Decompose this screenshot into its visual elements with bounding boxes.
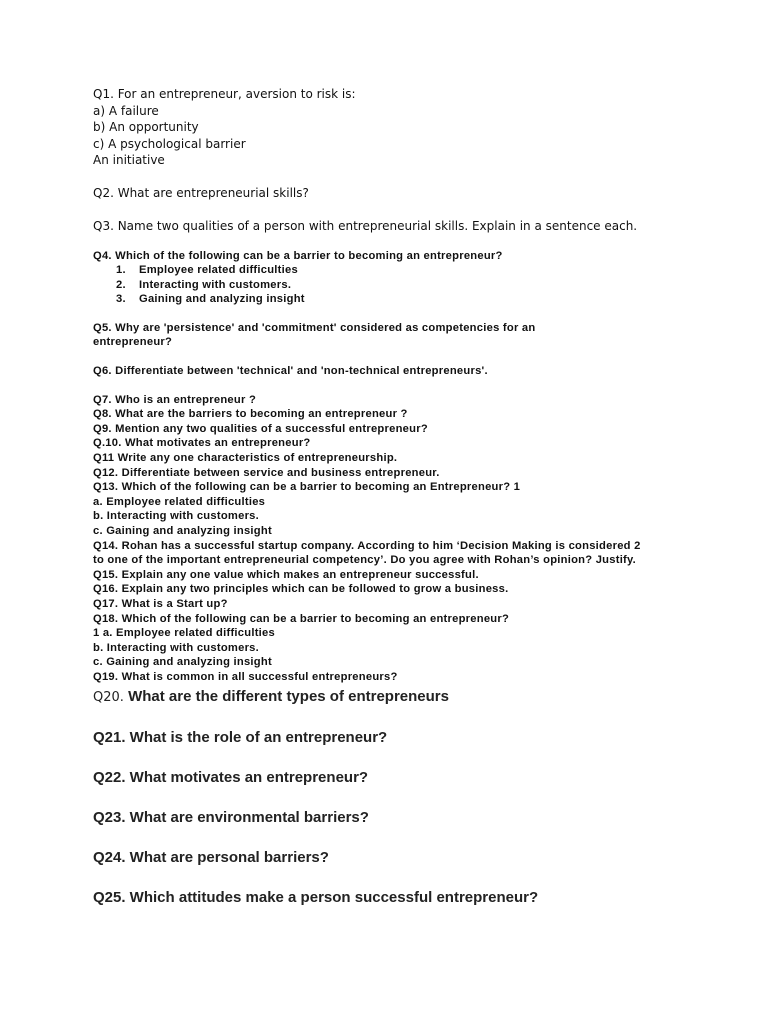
list-item: Q.10. What motivates an entrepreneur?	[93, 437, 311, 450]
question-23: Q23. What are environmental barriers?	[93, 808, 369, 826]
list-item: Q7. Who is an entrepreneur ?	[93, 393, 257, 406]
list-item: c. Gaining and analyzing insight	[93, 525, 272, 537]
question-6: Q6. Differentiate between 'technical' and 'non-technical entrepreneurs'.	[93, 365, 488, 378]
question-4	[93, 249, 753, 307]
question-24: Q24. What are personal barriers?	[93, 848, 329, 866]
question-3: Q3. Name two qualities of a person with entrepreneurial skills. Explain in a sentence each.	[93, 219, 638, 233]
q4-options	[93, 263, 753, 307]
list-item: Q18. Which of the following can be a barrier to becoming an entrepreneur?	[93, 612, 510, 625]
list-item: Q19. What is common in all successful entrepreneurs?	[93, 670, 398, 683]
question-20	[93, 687, 753, 708]
list-item: 2. Interacting with customers.	[116, 278, 292, 291]
list-item: Q8. What are the barriers to becoming an entrepreneur ?	[93, 408, 408, 421]
list-item: a. Employee related difficulties	[93, 495, 266, 508]
q1-option-a: a) A failure	[93, 103, 159, 118]
list-item: b. Interacting with customers.	[93, 641, 260, 654]
question-25: Q25. Which attitudes make a person successful entrepreneur?	[93, 888, 539, 906]
question-1	[93, 86, 753, 169]
q20-text: What are the different types of entrepreneurs	[123, 687, 449, 705]
question-14: Q14. Rohan has a successful startup company. According to him ‘Decision Making is considered 2 to one of the important entrepreneurial competency’. Do you agree with Rohan’s opinion? Justify.	[93, 539, 641, 567]
q20-prefix: Q20.	[93, 689, 124, 705]
list-item: Q11 Write any one characteristics of entrepreneurship.	[93, 452, 398, 465]
q1-option-b: b) An opportunity	[93, 120, 199, 134]
list-item: b. Interacting with customers.	[93, 510, 260, 523]
question-2: Q2. What are entrepreneurial skills?	[93, 185, 309, 200]
list-item: Q16. Explain any two principles which can be followed to grow a business.	[93, 583, 509, 596]
list-item: 3. Gaining and analyzing insight	[116, 293, 305, 306]
question-21: Q21. What is the role of an entrepreneur?	[93, 728, 388, 746]
list-item: Q9. Mention any two qualities of a successful entrepreneur?	[93, 422, 428, 435]
question-22: Q22. What motivates an entrepreneur?	[93, 768, 369, 786]
list-item: 1. Employee related difficulties	[116, 264, 298, 277]
q4-text: Q4. Which of the following can be a barrier to becoming an entrepreneur?	[93, 249, 503, 262]
q1-option-c: c) A psychological barrier	[93, 136, 246, 151]
list-item: Q15. Explain any one value which makes an entrepreneur successful.	[93, 568, 479, 581]
question-list-15-19	[93, 568, 753, 685]
question-list-7-13	[93, 393, 753, 539]
list-item: 1 a. Employee related difficulties	[93, 627, 275, 640]
question-sheet	[93, 86, 753, 908]
list-item: Q13. Which of the following can be a barrier to becoming an Entrepreneur? 1	[93, 481, 521, 494]
question-5: Q5. Why are 'persistence' and 'commitment' considered as competencies for an entrepreneur?	[93, 321, 536, 349]
list-item: c. Gaining and analyzing insight	[93, 656, 272, 669]
list-item: Q12. Differentiate between service and business entrepreneur.	[93, 466, 440, 479]
q1-option-d: An initiative	[93, 153, 165, 167]
q1-text: Q1. For an entrepreneur, aversion to risk is:	[93, 87, 356, 101]
list-item: Q17. What is a Start up?	[93, 597, 228, 610]
